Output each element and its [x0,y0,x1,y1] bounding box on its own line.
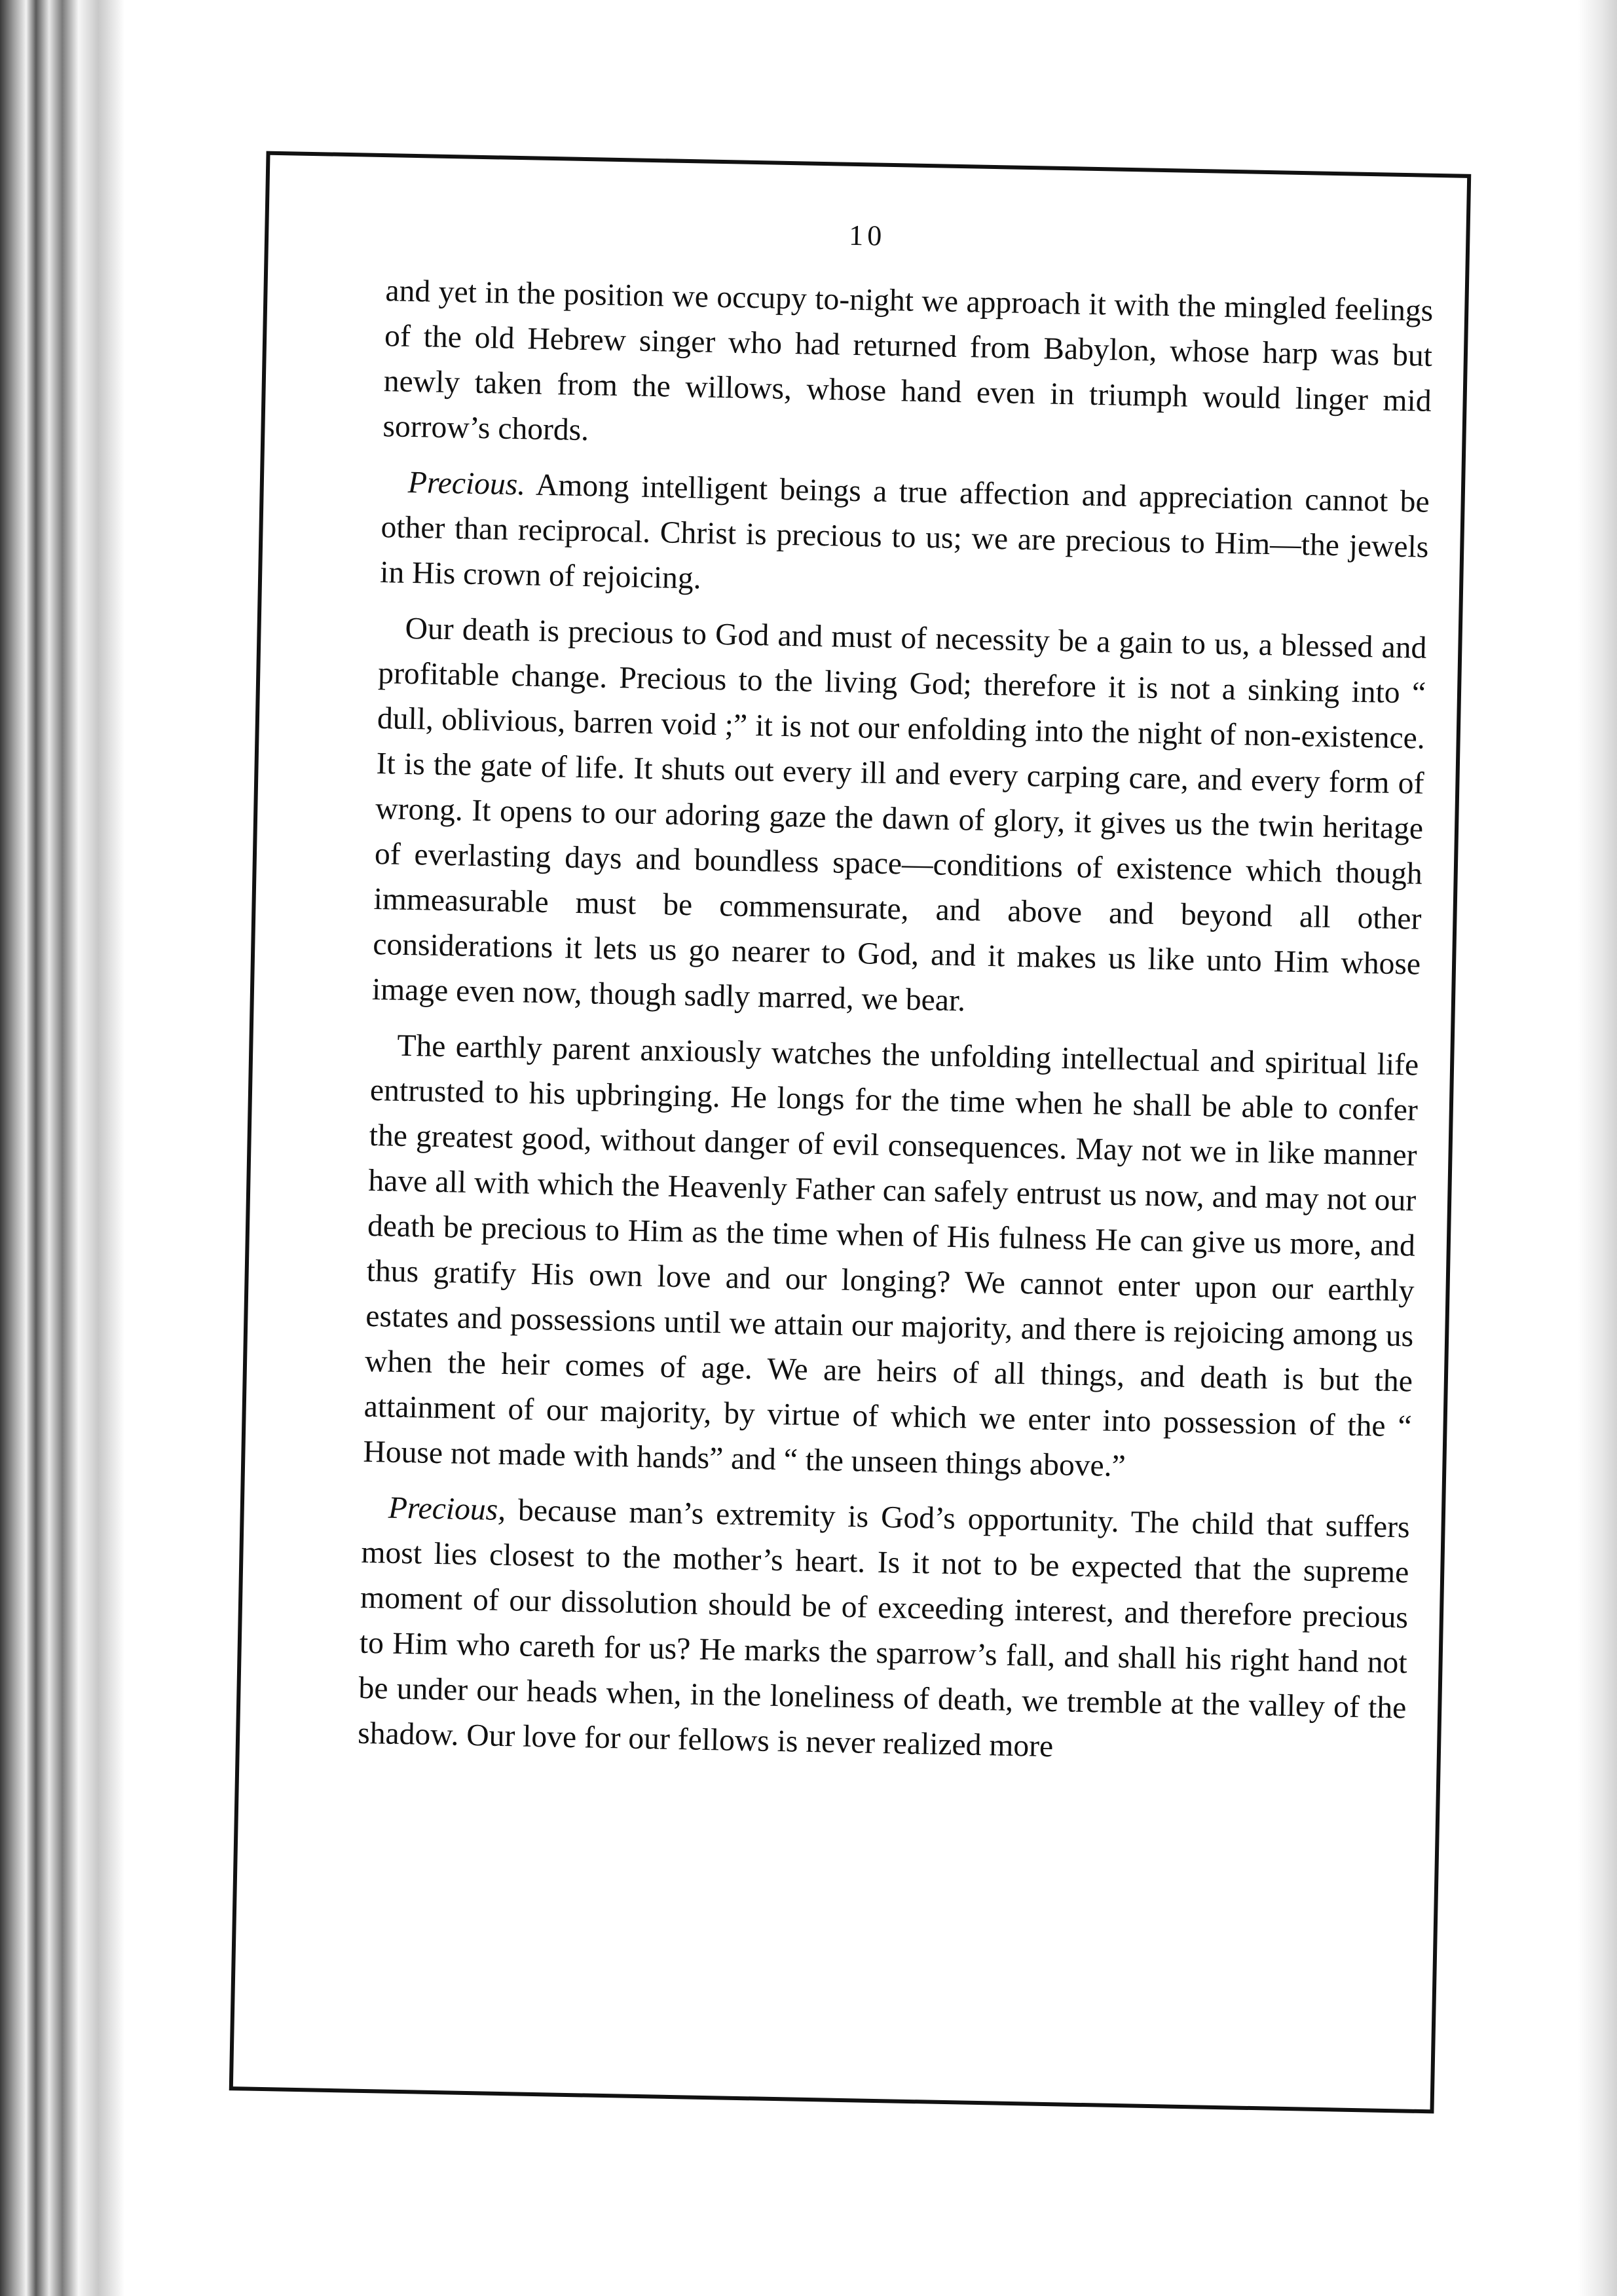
paragraph-5 [358,1485,1411,1777]
page-frame [229,151,1472,2114]
paragraph-text: because man’s extremity is God’s opportunity. The child that suffers most lies closest to the mother’s heart. Is it not to be expected that the supreme moment of our dissolution should be of exceeding interest, and therefore precious to Him who careth for us? He marks the sparrow’s fall, and shall his right hand not be under our heads when, in the loneliness of death, we tremble at the valley of the shadow. Our love for our fellows is never realized more [357,1493,1411,1764]
page-number: 10 [848,219,886,252]
paragraph-text: and yet in the position we occupy to-night we approach it with the mingled feelings of the old Hebrew singer who had returned from Babylon, whose harp was but newly taken from the willows, whose hand even in triumph would linger mid sorrow’s chords. [382,274,1434,448]
book-binding-shadow [0,0,164,2296]
paragraph-3 [371,606,1427,1033]
paragraph-text: The earthly parent anxiously watches the unfolding intellectual and spiritual life entrusted to his upbringing. He longs for the time when he shall be able to confer the greatest good, without danger of evil consequences. May not we in like manner have all with which the Heavenly Father can safely entrust us now, and may not our death be precious to Him as the time when of His fulness He can give us more, and thus gratify His own love and our longing? We cannot enter upon our earthly estates and possessions until we attain our majority, and there is rejoicing among us when the heir comes of age. We are heirs of all things, and death is but the attainment of our majority, by virtue of which we enter into possession of the “ House not made with hands” and “ the unseen things above.” [362,1028,1419,1484]
paragraph-text: Among intelligent beings a true affection and appreciation cannot be other than reciprocal. Christ is precious to us; we are precious to Him—the jewels in His crown of rejoicing. [379,468,1430,596]
text-body [357,268,1434,1787]
paragraph-lead-italic: Precious. [407,465,526,502]
paragraph-text: Our death is precious to God and must of necessity be a gain to us, a blessed and profitable change. Precious to the living God; therefore it is not a sinking into “ dull, oblivious, barren void ;” it is not our enfolding into the night of non-existence. It is the gate of life. It shuts out every ill and every carping care, and every form of wrong. It opens to our adoring gaze the dawn of glory, it gives us the twin heritage of everlasting days and boundless space—conditions of existence which though immeasurable must be commensurate, and above and beyond all other considerations it lets us go nearer to God, and it makes us like unto Him whose image even now, though sadly marred, we bear. [371,611,1427,1018]
paragraph-2 [380,460,1430,616]
paragraph-4 [363,1023,1419,1495]
paragraph-1 [382,268,1434,470]
page-edge-shadow [1578,0,1617,2296]
paragraph-lead-italic: Precious, [388,1491,506,1528]
